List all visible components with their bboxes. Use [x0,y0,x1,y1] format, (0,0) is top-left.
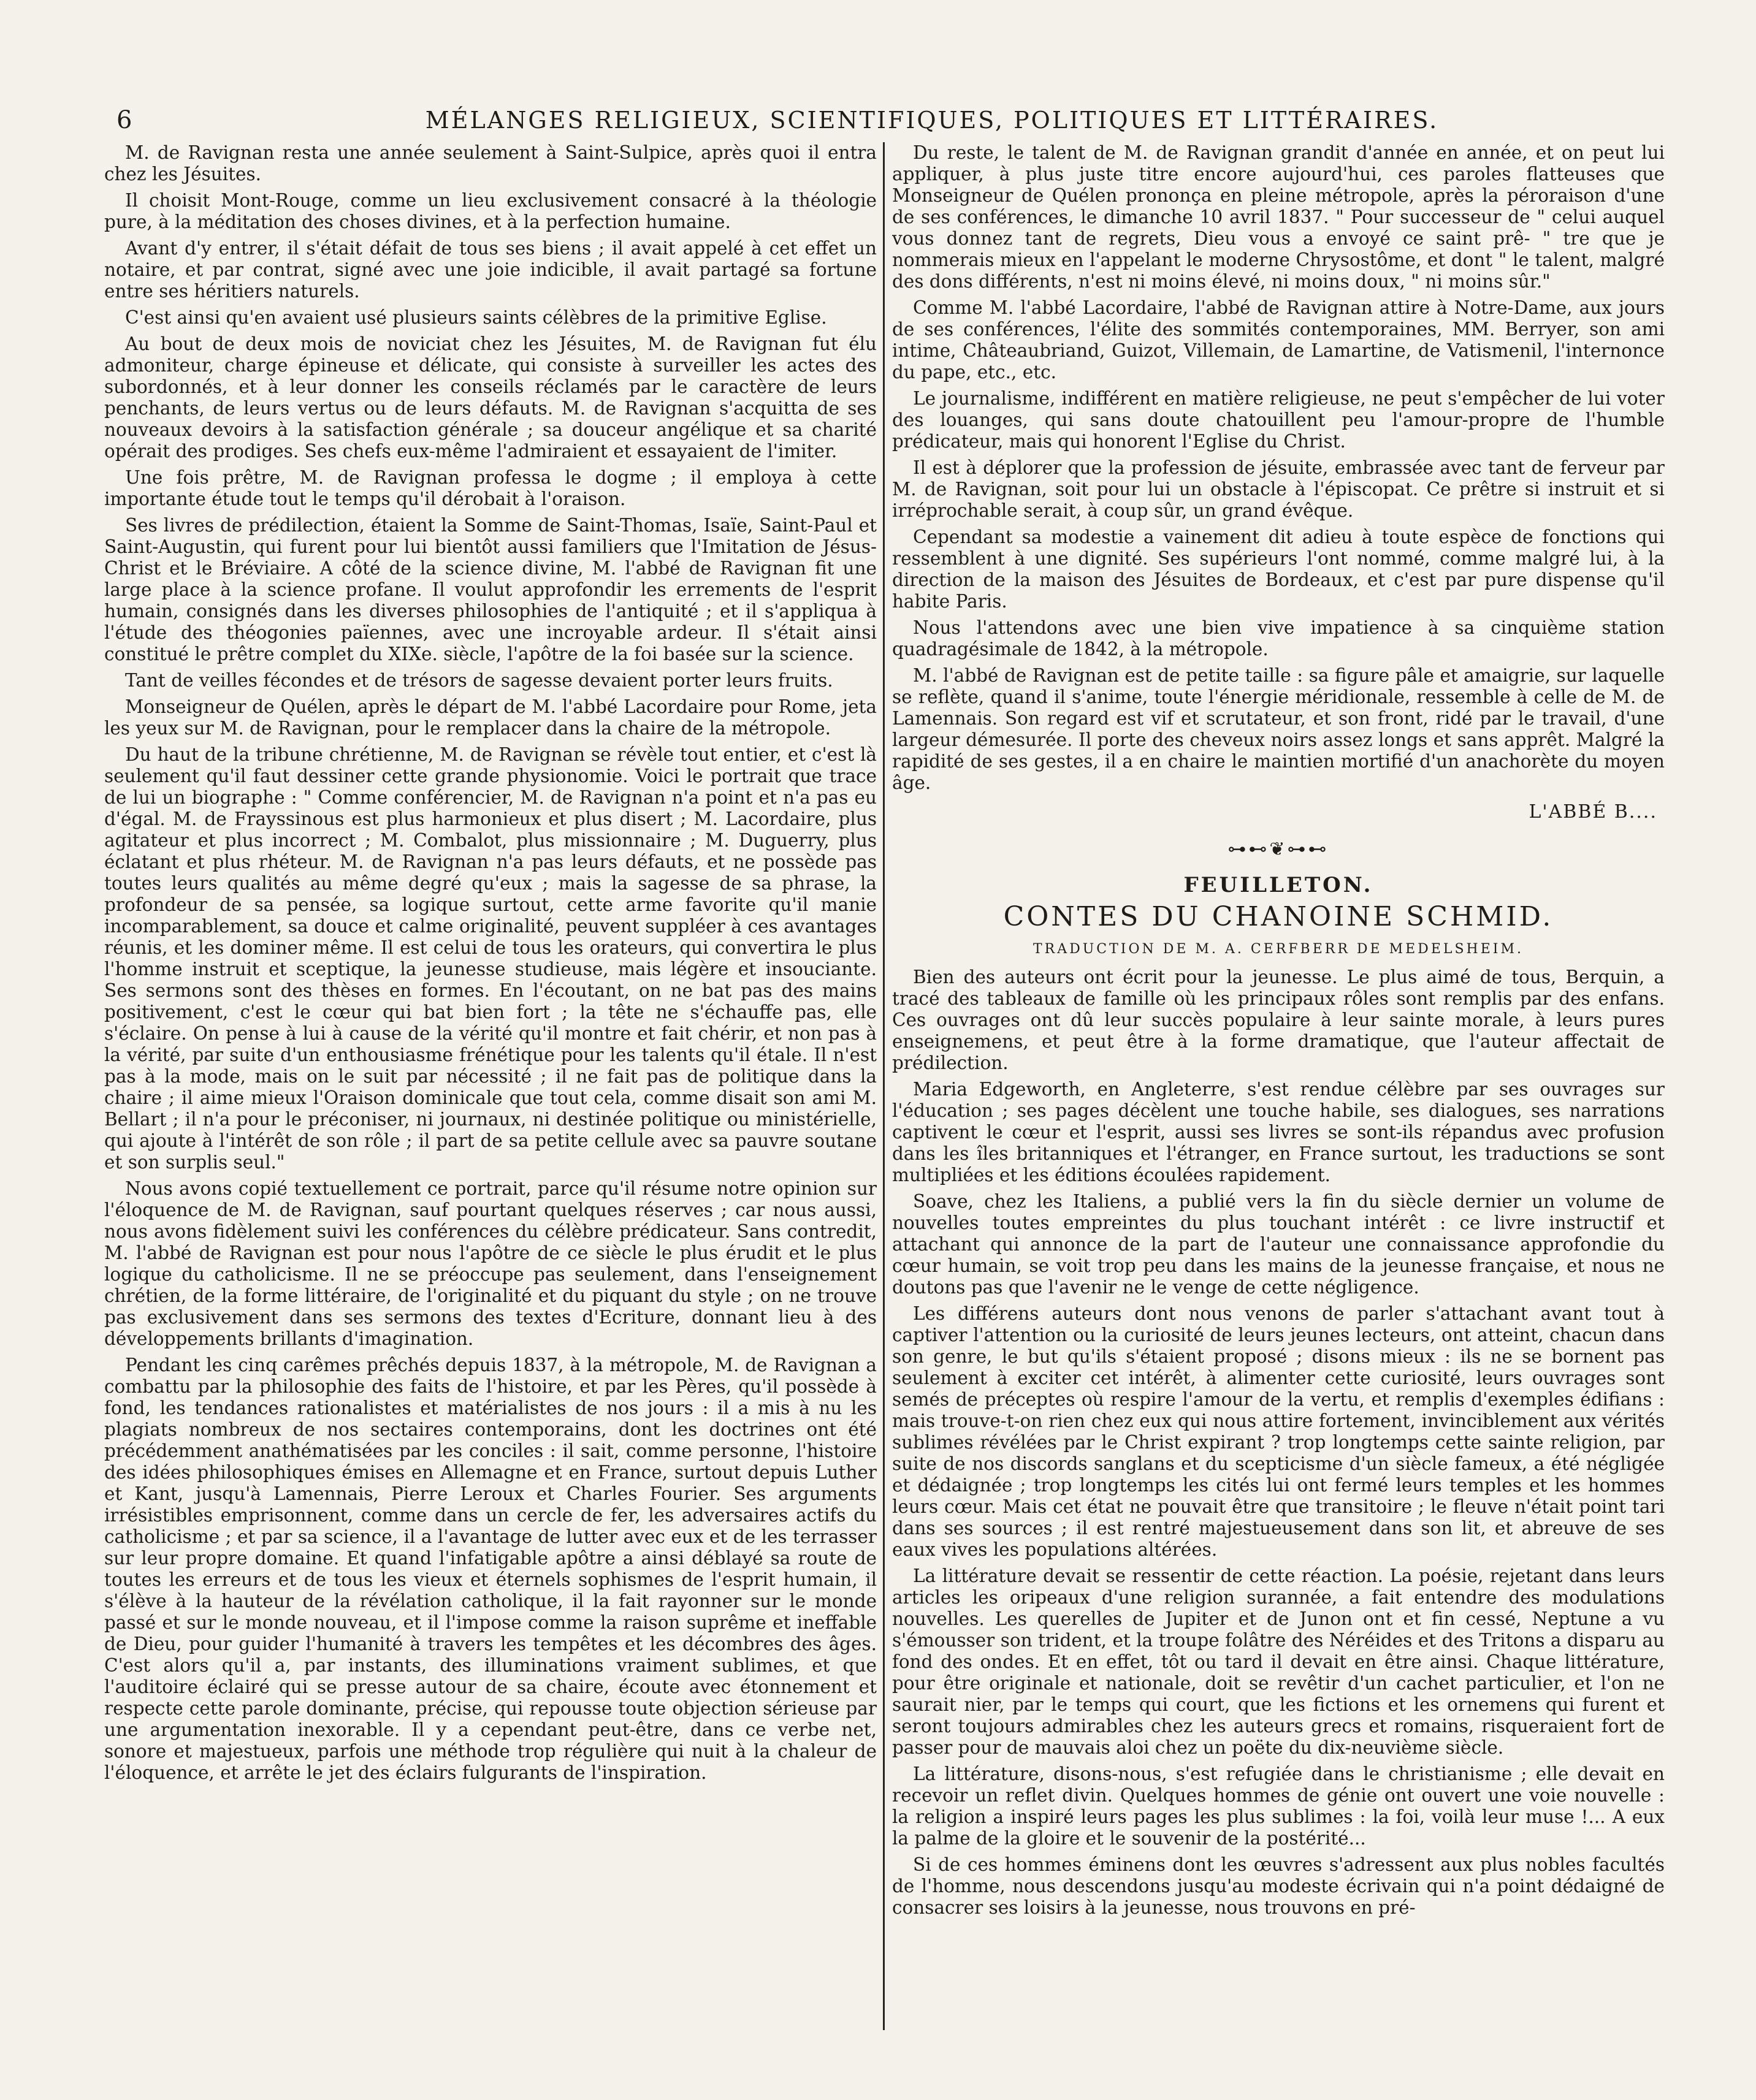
right-paragraph: M. l'abbé de Ravignan est de petite taille : sa figure pâle et amaigrie, sur laquelle se reflète, quand il s'anime, toute l'énergie méridionale, ressemble à celle de M. de Lamennais. Son regard est vif et scrutateur, et son front, ridé par le travail, d'une largeur démesurée. Il porte des cheveux noirs assez longs et sans apprêt. Malgré la rapidité de ses gestes, il a en chaire le maintien mortifié d'un anachorète du moyen âge. [892,665,1665,793]
article-signature: L'ABBÉ B.... [1529,801,1657,823]
left-paragraph: Il choisit Mont-Rouge, comme un lieu exclusivement consacré à la théologie pure, à la méditation des choses divines, et à la perfection humaine. [104,190,877,232]
article-paragraph: La littérature devait se ressentir de cette réaction. La poésie, rejetant dans leurs articles les oripeaux d'une religion surannée, a fait entendre des modulations nouvelles. Les querelles de Jupiter et de Junon ont et fin cessé, Neptune a vu s'émousser son trident, et la troupe folâtre des Néréides et des Tritons a disparu au fond des ondes. Et en effet, tôt ou tard il devait en être ainsi. Chaque littérature, pour être originale et nationale, doit se revêtir d'un cachet particulier, et l'on ne saurait nier, par le temps qui court, que les fictions et les ornemens qui furent et seront toujours admirables chez les auteurs grecs et romains, risqueraient fort de passer pour de mauvais aloi chez un poëte du dix-neuvième siècle. [892,1565,1665,1758]
article-paragraph: Bien des auteurs ont écrit pour la jeunesse. Le plus aimé de tous, Berquin, a tracé des tableaux de famille où les principaux rôles sont remplis par des enfans. Ces ouvrages ont dû leur succès populaire à leur sainte morale, à leurs pures enseignemens, et peut être à la forme dramatique, que l'auteur affectait de prédilection. [892,967,1665,1073]
article-paragraph: Soave, chez les Italiens, a publié vers la fin du siècle dernier un volume de nouvelles toutes empreintes du plus touchant intérêt : ce livre instructif et attachant qui annonce de la part de l'auteur une connaissance approfondie du cœur humain, se voit trop peu dans les mains de la jeunesse française, et nous ne doutons pas que l'avenir ne le venge de cette négligence. [892,1191,1665,1298]
page-number: 6 [116,106,132,134]
left-paragraph: Monseigneur de Quélen, après le départ de M. l'abbé Lacordaire pour Rome, jeta les yeux sur M. de Ravignan, pour le remplacer dans la chaire de la métropole. [104,696,877,739]
left-paragraph: Pendant les cinq carêmes prêchés depuis 1837, à la métropole, M. de Ravignan a combattu par la philosophie des faits de l'histoire, et par les Pères, qu'il possède à fond, les tendances rationalistes et matérialistes de nos jours : il a mis à nu les plagiats nombreux de nos sectaires contemporains, dont les doctrines ont été précédemment anathématisées par les conciles : il sait, comme personne, l'histoire des idées philosophiques émises en Allemagne et en France, surtout depuis Luther et Kant, jusqu'à Lamennais, Pierre Leroux et Charles Fourier. Ses arguments irrésistibles emprisonnent, comme dans un cercle de fer, les adversaires actifs du catholicisme ; et par sa science, il a l'avantage de lutter avec eux et de les terrasser sur leur propre domaine. Et quand l'infatigable apôtre a ainsi déblayé sa route de toutes les erreurs et de tous les vieux et éternels sophismes de l'esprit humain, il s'élève à la hauteur de la révélation catholique, il la fait rayonner sur le monde passé et sur le monde nouveau, et il l'impose comme la raison suprême et ineffable de Dieu, pour guider l'humanité à travers les tempêtes et les décombres des âges. C'est alors qu'il a, par instants, des illuminations vraiment sublimes, et que l'auditoire éclairé qui se presse autour de sa chaire, écoute avec étonnement et respecte cette parole dominante, précise, qui repousse toute objection sérieuse par une argumentation inexorable. Il y a cependant peut-être, dans ce verbe net, sonore et majestueux, parfois une méthode trop régulière qui nuit à la chaleur de l'éloquence, et arrête le jet des éclairs fulgurants de l'inspiration. [104,1355,877,1783]
header-title: MÉLANGES RELIGIEUX, SCIENTIFIQUES, POLITIQUES ET LITTÉRAIRES. [425,107,1439,134]
left-paragraph: M. de Ravignan resta une année seulement à Saint-Sulpice, après quoi il entra chez les Jésuites. [104,142,877,185]
left-paragraph: Tant de veilles fécondes et de trésors de sagesse devaient porter leurs fruits. [125,670,833,691]
right-paragraph: Nous l'attendons avec une bien vive impatience à sa cinquième station quadragésimale de 1842, à la métropole. [892,617,1665,660]
article-paragraph: Si de ces hommes éminens dont les œuvres s'adressent aux plus nobles facultés de l'homme, nous descendons jusqu'au modeste écrivain qui n'a point dédaigné de consacrer ses loisirs à la jeunesse, nous trouvons en pré- [892,1854,1665,1918]
column-rule [883,142,885,2030]
right-paragraph: Comme M. l'abbé Lacordaire, l'abbé de Ravignan attire à Notre-Dame, aux jours de ses conférences, l'élite des sommités contemporaines, MM. Berryer, son ami intime, Châteaubriand, Guizot, Villemain, de Lamartine, de Vatismenil, l'internonce du pape, etc., etc. [892,297,1665,382]
article-title: CONTES DU CHANOINE SCHMID. [1003,901,1554,932]
article-paragraph: La littérature, disons-nous, s'est refugiée dans le christianisme ; elle devait en recevoir un reflet divin. Quelques hommes de génie ont ouvert une voie nouvelle : la religion a inspiré leurs pages les plus sublimes : la foi, voilà leur muse !... A eux la palme de la gloire et le souvenir de la postérité... [892,1763,1665,1849]
left-column [104,142,877,2024]
right-paragraph: Cependant sa modestie a vainement dit adieu à toute espèce de fonctions qui ressemblent à une dignité. Ses supérieurs l'ont nommé, comme malgré lui, à la direction de la maison des Jésuites de Bordeaux, et c'est par pure dispense qu'il habite Paris. [892,527,1665,612]
right-column [892,142,1665,2024]
article-subtitle: TRADUCTION DE M. A. CERFBERR DE MEDELSHEIM. [1033,942,1524,957]
left-paragraph: Au bout de deux mois de noviciat chez les Jésuites, M. de Ravignan fut élu admoniteur, charge épineuse et délicate, qui consiste à surveiller les actes des subordonnés, et à leur donner les conseils réclamés par le caractère de leurs penchants, de leurs vertus ou de leurs défauts. M. de Ravignan s'acquitta de ses nouveaux devoirs à la satisfaction générale ; sa douceur angélique et sa charité opérait des prodiges. Ses chefs eux-même l'admiraient et essayaient de l'imiter. [104,333,877,462]
left-paragraph: Avant d'y entrer, il s'était défait de tous ses biens ; il avait appelé à cet effet un notaire, et par contrat, signé avec une joie indicible, il avait partagé sa fortune entre ses héritiers naturels. [104,238,877,302]
section-kicker: FEUILLETON. [1183,873,1373,897]
running-head [116,103,1649,137]
right-paragraph: Du reste, le talent de M. de Ravignan grandit d'année en année, et on peut lui appliquer, à plus juste titre encore aujourd'hui, ces paroles flatteuses que Monseigneur de Quélen prononça en pleine métropole, après la péroraison d'une de ses conférences, le dimanche 10 avril 1837. " Pour successeur de " celui auquel vous donnez tant de regrets, Dieu vous a envoyé ce saint prê- " tre que je nommerais mieux en l'appelant le moderne Chrysostôme, et dont " le talent, malgré des dons différents, n'est ni moins élevé, ni moins doux, " ni moins sûr." [892,142,1665,292]
left-paragraph: Une fois prêtre, M. de Ravignan professa le dogme ; il employa à cette importante étude tout le temps qu'il dérobait à l'oraison. [104,467,877,509]
article-paragraph: Les différens auteurs dont nous venons de parler s'attachant avant tout à captiver l'attention ou la curiosité de leurs jeunes lecteurs, ont atteint, chacun dans son genre, le but qu'ils s'étaient proposé ; disons mieux : ils ne se bornent pas seulement à exciter cet intérêt, à alimenter cette curiosité, leurs ouvrages sont semés de préceptes où respire l'amour de la vertu, et remplis d'exemples édifians : mais trouve-t-on rien chez eux qui nous attire fortement, invinciblement aux vérités sublimes révélées par le Christ expirant ? trop longtemps cette sainte religion, par suite de nos discords sanglans et du scepticisme d'un siècle fameux, a été négligée et dédaignée ; trop longtemps les cités lui ont fermé leurs temples et les hommes leurs cœur. Mais cet état ne pouvait être que transitoire ; le fleuve n'était point tari dans ses sources ; il est rentré majestueusement dans son lit, et abreuve de ses eaux vives les populations altérées. [892,1303,1665,1560]
article-paragraph: Maria Edgeworth, en Angleterre, s'est rendue célèbre par ses ouvrages sur l'éducation ; ses pages décèlent une touche habile, ses dialogues, ses narrations captivent le cœur et l'esprit, aussi ses livres se sont-ils répandus avec profusion dans les îles britanniques et l'étranger, en France surtout, les traductions se sont multipliées et les éditions écoulées rapidement. [892,1079,1665,1185]
right-paragraph: Il est à déplorer que la profession de jésuite, embrassée avec tant de ferveur par M. de Ravignan, soit pour lui un obstacle à l'épiscopat. Ce prêtre si instruit et si irréprochable serait, à coup sûr, un grand évêque. [892,457,1665,521]
ornament-divider: ⊶⊷❦⊶⊷ [1227,839,1329,860]
right-paragraph: Le journalisme, indifférent en matière religieuse, ne peut s'empêcher de lui voter des louanges, qui sans doute chatouillent peu l'amour-propre de l'humble prédicateur, mais qui honorent l'Eglise du Christ. [892,388,1665,452]
left-paragraph: Nous avons copié textuellement ce portrait, parce qu'il résume notre opinion sur l'éloquence de M. de Ravignan, sauf pourtant quelques réserves ; car nous aussi, nous avons fidèlement suivi les conférences du célèbre prédicateur. Sans contredit, M. l'abbé de Ravignan est pour nous l'apôtre de ce siècle le plus érudit et le plus logique du catholicisme. Il ne se préoccupe pas seulement, dans l'enseignement chrétien, de la forme littéraire, de l'originalité et du piquant du style ; on ne trouve pas exclusivement dans ses sermons des textes d'Ecriture, donnant lieu à des développements brillants d'imagination. [104,1178,877,1349]
left-paragraph: Du haut de la tribune chrétienne, M. de Ravignan se révèle tout entier, et c'est là seulement qu'il faut dessiner cette grande physionomie. Voici le portrait que trace de lui un biographe : " Comme conférencier, M. de Ravignan n'a point et n'a pas eu d'égal. M. de Frayssinous est plus harmonieux et plus disert ; M. Lacordaire, plus agitateur et plus incorrect ; M. Combalot, plus missionnaire ; M. Duguerry, plus éclatant et plus rhéteur. M. de Ravignan n'a pas leurs défauts, et ne possède pas toutes leurs qualités au même degré qu'eux ; mais la sagesse de sa phrase, la profondeur de sa pensée, sa logique surtout, cette arme favorite qu'il manie incomparablement, sa douce et calme originalité, peuvent suppléer à ces avantages réunis, et les dominer même. Il est celui de tous les orateurs, qui convertira le plus l'homme instruit et sceptique, la jeunesse studieuse, mais légère et insouciante. Ses sermons sont des thèses en formes. En l'écoutant, on ne bat pas des mains positivement, c'est le cœur qui bat bien fort ; la tête ne s'échauffe pas, elle s'éclaire. On pense à lui à cause de la vérité qu'il montre et fait chérir, et non pas à la vérité, par suite d'un enthousiasme frénétique pour les talents qu'il étale. Il n'est pas à la mode, mais on le suit par nécessité ; il ne fait pas de politique dans la chaire ; il aime mieux l'Oraison dominicale que tout cela, comme disait son ami M. Bellart ; il n'a pour le préconiser, ni journaux, ni destinée politique ou ministérielle, qui ajoute à l'intérêt de son rôle ; il part de sa petite cellule avec sa pauvre soutane et son surplis seul." [104,744,877,1173]
left-paragraph: Ses livres de prédilection, étaient la Somme de Saint-Thomas, Isaïe, Saint-Paul et Saint-Augustin, qui furent pour lui bientôt aussi familiers que l'Imitation de Jésus-Christ et le Bréviaire. A côté de la science divine, M. l'abbé de Ravignan fit une large place à la science profane. Il voulut approfondir les errements de l'esprit humain, consignés dans les diverses philosophies de l'antiquité ; et il s'appliqua à l'étude des théogonies païennes, avec une incroyable ardeur. Il s'était ainsi constitué le prêtre complet du XIXe. siècle, l'apôtre de la foi basée sur la science. [104,515,877,664]
left-paragraph: C'est ainsi qu'en avaient usé plusieurs saints célèbres de la primitive Eglise. [125,307,827,328]
